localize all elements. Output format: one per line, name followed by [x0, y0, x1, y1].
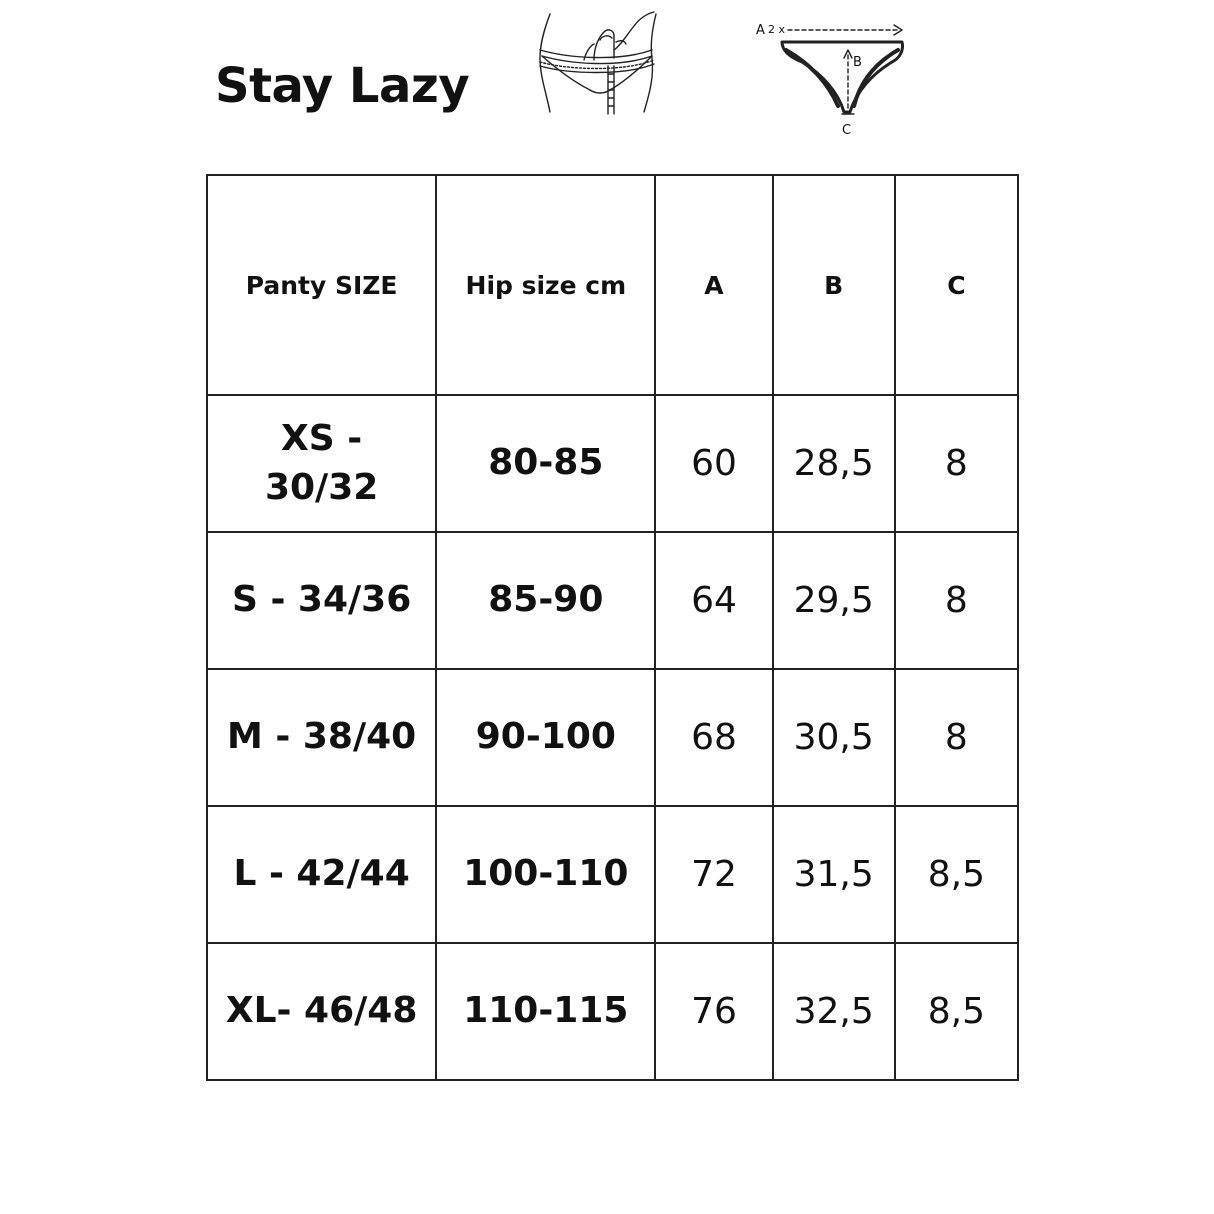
- cell-b: 31,5: [773, 806, 895, 943]
- cell-size: M - 38/40: [207, 669, 436, 806]
- cell-b: 30,5: [773, 669, 895, 806]
- cell-size: L - 42/44: [207, 806, 436, 943]
- header-panty-size: Panty SIZE: [207, 175, 436, 395]
- cell-hip: 90-100: [436, 669, 655, 806]
- table-row: [207, 669, 1018, 806]
- cell-a: 60: [655, 395, 772, 532]
- header-b: B: [773, 175, 895, 395]
- cell-size: XL- 46/48: [207, 943, 436, 1080]
- cell-hip: 85-90: [436, 532, 655, 669]
- cell-a: 72: [655, 806, 772, 943]
- cell-b: 28,5: [773, 395, 895, 532]
- brand-title: Stay Lazy: [215, 58, 470, 114]
- cell-size: S - 34/36: [207, 532, 436, 669]
- cell-a: 64: [655, 532, 772, 669]
- table-row: [207, 806, 1018, 943]
- cell-hip: 110-115: [436, 943, 655, 1080]
- diagram-label-a: A: [756, 23, 765, 38]
- panty-dimension-diagram: [752, 14, 912, 140]
- cell-c: 8,5: [895, 943, 1018, 1080]
- diagram-label-a-multiplier: 2 x: [768, 23, 786, 36]
- cell-b: 29,5: [773, 532, 895, 669]
- table-row: [207, 943, 1018, 1080]
- header-c: C: [895, 175, 1018, 395]
- table-row: [207, 395, 1018, 532]
- cell-c: 8: [895, 395, 1018, 532]
- hip-measurement-illustration: [528, 10, 668, 120]
- table-row: [207, 532, 1018, 669]
- cell-a: 76: [655, 943, 772, 1080]
- cell-c: 8: [895, 669, 1018, 806]
- diagram-label-c: C: [842, 123, 852, 138]
- cell-size: XS - 30/32: [207, 395, 436, 532]
- cell-c: 8: [895, 532, 1018, 669]
- diagram-label-b: B: [853, 55, 862, 70]
- cell-hip: 80-85: [436, 395, 655, 532]
- header-hip-size: Hip size cm: [436, 175, 655, 395]
- size-chart-table: [206, 174, 1019, 1081]
- cell-a: 68: [655, 669, 772, 806]
- cell-c: 8,5: [895, 806, 1018, 943]
- header-a: A: [655, 175, 772, 395]
- cell-b: 32,5: [773, 943, 895, 1080]
- table-header-row: [207, 175, 1018, 395]
- cell-hip: 100-110: [436, 806, 655, 943]
